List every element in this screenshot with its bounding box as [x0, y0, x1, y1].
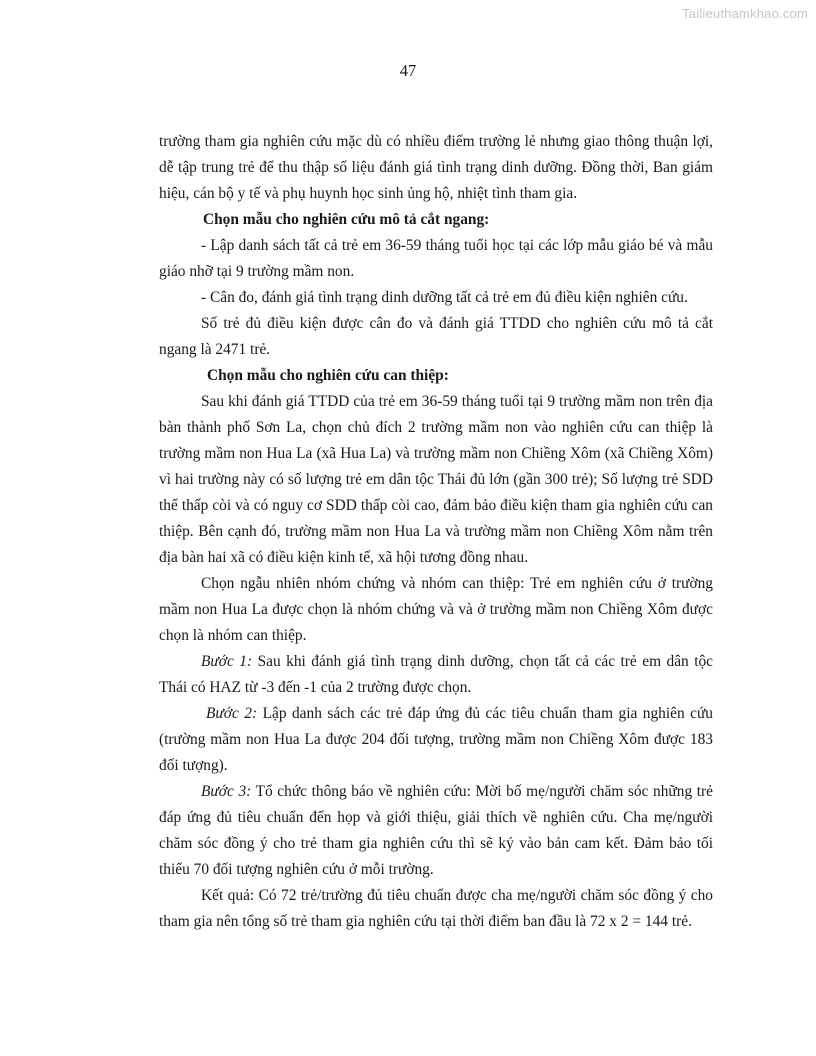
- heading-cross-sectional-sampling: Chọn mẫu cho nghiên cứu mô tả cắt ngang:: [203, 211, 490, 228]
- step-3-text: Tổ chức thông báo về nghiên cứu: Mời bố mẹ/người chăm sóc những trẻ đáp ứng đủ tiêu chuẩn đến họp và giới thiệu, giải thích về nghiên cứu. Cha mẹ/người chăm sóc đồng ý cho trẻ tham gia nghiên cứu thì sẽ ký vào bản cam kết. Đảm bảo tối thiểu 70 đối tượng nghiên cứu ở mỗi trường.: [159, 783, 713, 878]
- paragraph-intro-continuation: trường tham gia nghiên cứu mặc dù có nhiều điểm trường lẻ nhưng giao thông thuận lợi, dễ tập trung trẻ để thu thập số liệu đánh giá tình trạng dinh dưỡng. Đồng thời, Ban giám hiệu, cán bộ y tế và phụ huynh học sinh ủng hộ, nhiệt tình tham gia.: [159, 133, 713, 202]
- page-number: 47: [399, 61, 417, 80]
- paragraph-step-1: [159, 649, 713, 701]
- watermark: Tailieuthamkhao.com: [682, 6, 808, 21]
- heading-intervention-sampling: Chọn mẫu cho nghiên cứu can thiệp:: [207, 367, 449, 384]
- step-3-label: Bước 3:: [201, 783, 252, 800]
- paragraph-step-3: [159, 779, 713, 883]
- paragraph-random-groups: Chọn ngẫu nhiên nhóm chứng và nhóm can thiệp: Trẻ em nghiên cứu ở trường mầm non Hua La được chọn là nhóm chứng và và ở trường mầm non Chiềng Xôm được chọn là nhóm can thiệp.: [159, 575, 713, 644]
- paragraph-school-selection: Sau khi đánh giá TTDD của trẻ em 36-59 tháng tuổi tại 9 trường mầm non trên địa bàn thành phố Sơn La, chọn chủ đích 2 trường mầm non vào nghiên cứu can thiệp là trường mầm non Hua La (xã Hua La) và trường mầm non Chiềng Xôm (xã Chiềng Xôm) vì hai trường này có số lượng trẻ em dân tộc Thái đủ lớn (gần 300 trẻ); Số lượng trẻ SDD thể thấp còi và có nguy cơ SDD thấp còi cao, đảm bảo điều kiện tham gia nghiên cứu can thiệp. Bên cạnh đó, trường mầm non Hua La và trường mầm non Chiềng Xôm nằm trên địa bàn hai xã có điều kiện kinh tế, xã hội tương đồng nhau.: [159, 393, 713, 566]
- step-2-text: Lập danh sách các trẻ đáp ứng đủ các tiêu chuẩn tham gia nghiên cứu (trường mầm non Hua La được 204 đối tượng, trường mầm non Chiềng Xôm được 183 đối tượng).: [159, 705, 713, 774]
- step-2-label: Bước 2:: [206, 705, 258, 722]
- paragraph-list-children: - Lập danh sách tất cả trẻ em 36-59 tháng tuổi học tại các lớp mẫu giáo bé và mẫu giáo nhỡ tại 9 trường mầm non.: [159, 237, 713, 280]
- document-body: [159, 129, 713, 935]
- step-1-text: Sau khi đánh giá tình trạng dinh dưỡng, chọn tất cả các trẻ em dân tộc Thái có HAZ từ -3 đến -1 của 2 trường được chọn.: [159, 653, 714, 696]
- paragraph-result: Kết quả: Có 72 trẻ/trường đủ tiêu chuẩn được cha mẹ/người chăm sóc đồng ý cho tham gia nên tổng số trẻ tham gia nghiên cứu tại thời điểm ban đầu là 72 x 2 = 144 trẻ.: [159, 887, 713, 930]
- paragraph-sample-count: Số trẻ đủ điều kiện được cân đo và đánh giá TTDD cho nghiên cứu mô tả cắt ngang là 2471 trẻ.: [159, 315, 713, 358]
- paragraph-step-2: [159, 701, 713, 779]
- step-1-label: Bước 1:: [201, 653, 253, 670]
- paragraph-measure-children: - Cân đo, đánh giá tình trạng dinh dưỡng tất cả trẻ em đủ điều kiện nghiên cứu.: [201, 289, 688, 306]
